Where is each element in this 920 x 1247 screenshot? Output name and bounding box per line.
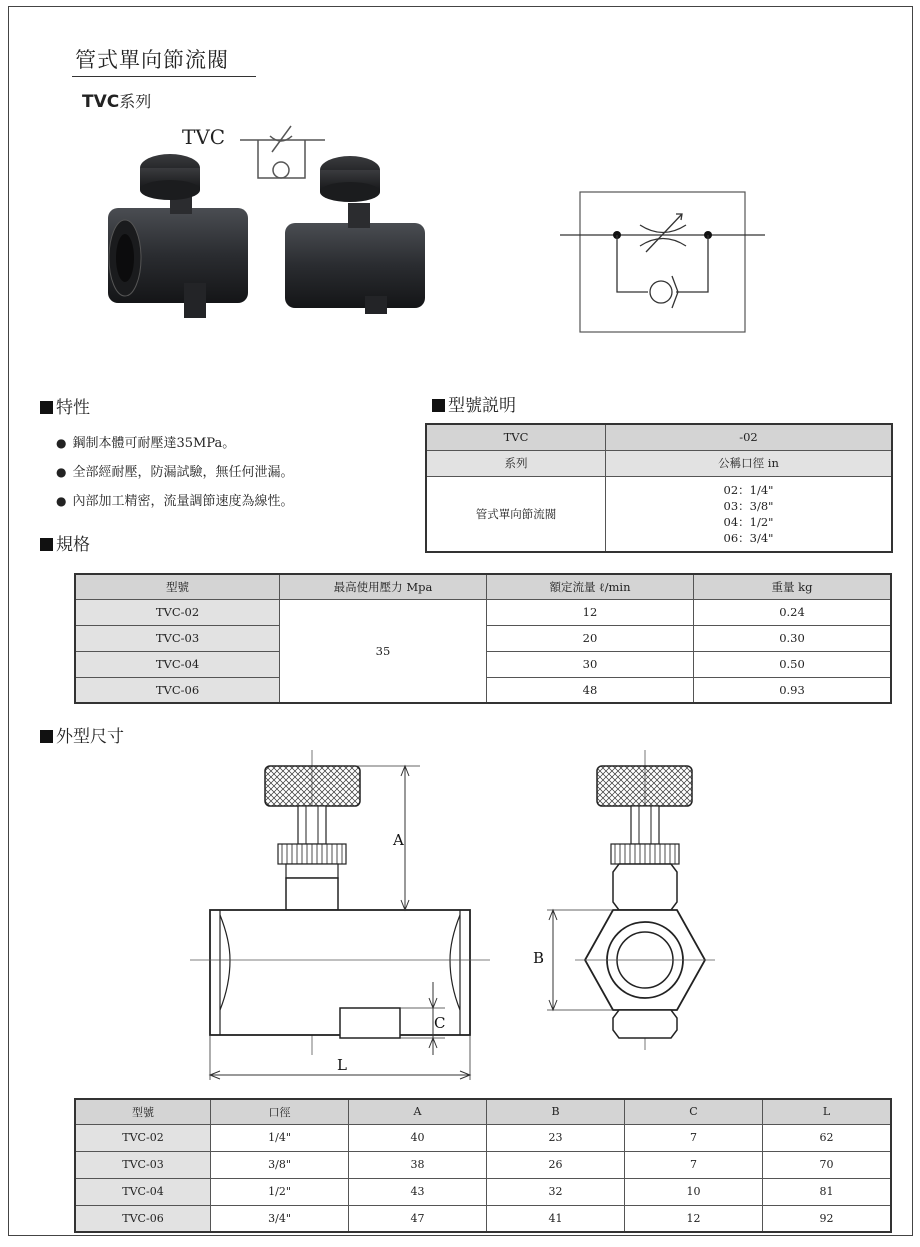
spec-weight: 0.30: [694, 625, 892, 651]
spec-model: TVC-04: [75, 651, 280, 677]
dim-label-l: L: [337, 1056, 347, 1074]
dimension-drawing-front: [525, 750, 725, 1065]
feature-item: ● 內部加工精密，流量調節速度為線性。: [56, 487, 294, 516]
dim-header: C: [625, 1099, 763, 1124]
dimensions-heading: 外型尺寸: [40, 722, 124, 747]
spec-header: 型號: [75, 574, 280, 599]
table-row: [75, 1124, 891, 1151]
size-option: 03：3/8": [723, 498, 774, 513]
model-label-left: 系列: [426, 450, 606, 476]
model-label-right: 公稱口徑 in: [606, 450, 893, 476]
dim-cell: TVC-03: [75, 1151, 211, 1178]
model-code-left: TVC: [426, 424, 606, 450]
spec-weight: 0.24: [694, 599, 892, 625]
spec-weight: 0.50: [694, 651, 892, 677]
dim-cell: TVC-02: [75, 1124, 211, 1151]
spec-weight: 0.93: [694, 677, 892, 703]
spec-flow: 30: [487, 651, 694, 677]
dim-cell: 10: [625, 1178, 763, 1205]
spec-header: 額定流量 ℓ/min: [487, 574, 694, 599]
table-row: [75, 599, 891, 625]
feature-item: ● 鋼制本體可耐壓達35MPa。: [56, 429, 294, 458]
product-photo: [100, 118, 440, 333]
features-list: [56, 429, 294, 516]
valve-photo-left: [108, 154, 248, 318]
spec-header: 最高使用壓力 Mpa: [280, 574, 487, 599]
spec-model: TVC-06: [75, 677, 280, 703]
spec-flow: 48: [487, 677, 694, 703]
spec-heading: 規格: [40, 530, 90, 555]
dim-cell: 40: [349, 1124, 487, 1151]
dim-cell: 12: [625, 1205, 763, 1232]
spec-flow: 12: [487, 599, 694, 625]
spec-flow: 20: [487, 625, 694, 651]
spec-header: 重量 kg: [694, 574, 892, 599]
photo-symbol-icon: [240, 126, 325, 178]
model-explain-heading: 型號説明: [432, 391, 516, 416]
dim-header: L: [763, 1099, 892, 1124]
photo-label: TVC: [182, 125, 226, 149]
valve-photo-right: [285, 156, 425, 314]
page-title: 管式單向節流閥: [75, 48, 229, 72]
dim-label-a: A: [393, 831, 404, 849]
size-option: 04：1/2": [723, 514, 774, 529]
dim-cell: 32: [487, 1178, 625, 1205]
dim-cell: 62: [763, 1124, 892, 1151]
dim-header: A: [349, 1099, 487, 1124]
dim-header: 型號: [75, 1099, 211, 1124]
dimensions-table: [74, 1098, 892, 1233]
dim-cell: 70: [763, 1151, 892, 1178]
hydraulic-symbol: [560, 190, 770, 335]
spec-model: TVC-02: [75, 599, 280, 625]
dim-label-c: C: [434, 1014, 446, 1032]
series-label: TVC系列: [82, 92, 152, 112]
dim-header: B: [487, 1099, 625, 1124]
dim-cell: 47: [349, 1205, 487, 1232]
dim-cell: 23: [487, 1124, 625, 1151]
spec-table: [74, 573, 892, 704]
spec-pressure: 35: [280, 599, 487, 703]
size-option: 06：3/4": [723, 530, 774, 545]
dim-cell: 1/4": [211, 1124, 349, 1151]
table-row: [75, 1151, 891, 1178]
dim-cell: 38: [349, 1151, 487, 1178]
dim-cell: 92: [763, 1205, 892, 1232]
dimension-drawing-side: [190, 750, 500, 1085]
dim-cell: 3/8": [211, 1151, 349, 1178]
features-heading: 特性: [40, 393, 90, 418]
dim-cell: 43: [349, 1178, 487, 1205]
dim-cell: 3/4": [211, 1205, 349, 1232]
spec-model: TVC-03: [75, 625, 280, 651]
table-row: [75, 1205, 891, 1232]
dim-cell: 81: [763, 1178, 892, 1205]
size-option: 02：1/4": [723, 482, 774, 497]
dim-cell: TVC-04: [75, 1178, 211, 1205]
dim-cell: 7: [625, 1151, 763, 1178]
dim-cell: 1/2": [211, 1178, 349, 1205]
dim-label-b: B: [533, 949, 545, 967]
dim-header: 口徑: [211, 1099, 349, 1124]
table-row: [75, 1178, 891, 1205]
feature-item: ● 全部經耐壓，防漏試驗，無任何泄漏。: [56, 458, 294, 487]
model-name: 管式單向節流閥: [426, 476, 606, 552]
dim-cell: TVC-06: [75, 1205, 211, 1232]
title-underline: [72, 76, 256, 77]
dim-cell: 7: [625, 1124, 763, 1151]
model-explain-table: [425, 423, 893, 553]
dim-cell: 26: [487, 1151, 625, 1178]
model-code-right: -02: [606, 424, 893, 450]
dim-cell: 41: [487, 1205, 625, 1232]
